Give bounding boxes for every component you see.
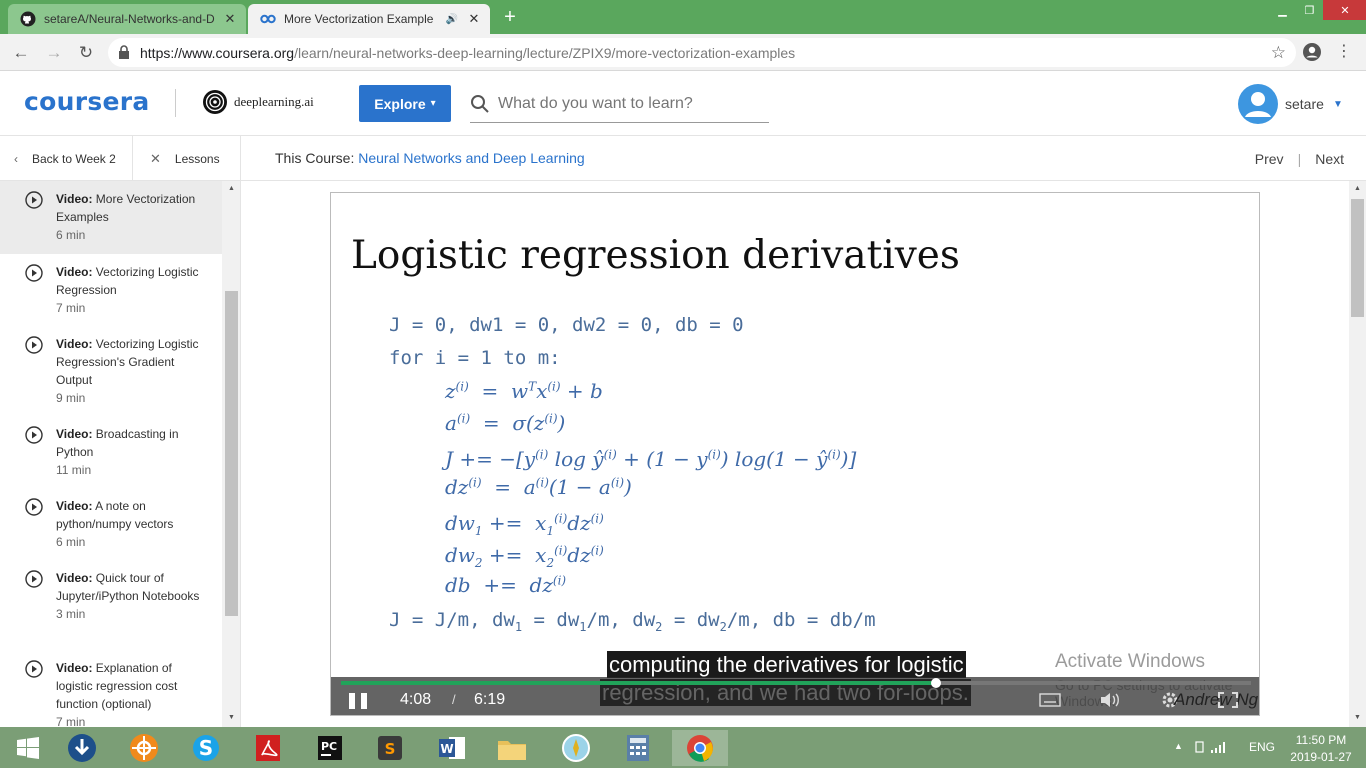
play-circle-icon [25,498,43,516]
lessons-label: Lessons [174,151,220,166]
sidebar-scroll-thumb[interactable] [225,291,238,616]
lesson-title: Broadcasting in Python [56,427,179,459]
close-tab-icon[interactable]: ✕ [468,11,480,26]
taskbar-app-chrome[interactable] [672,730,728,766]
taskbar-app-sublime[interactable] [362,730,418,766]
tab-title: More Vectorization Example [284,12,434,26]
user-menu-caret-icon[interactable]: ▼ [1333,99,1343,110]
site-header [0,71,1366,136]
url-path: /learn/neural-networks-deep-learning/lecture/ZPIX9/more-vectorization-examples [294,44,796,61]
url-bar[interactable] [108,38,1296,67]
lessons-toggle-button[interactable] [134,136,241,181]
lesson-title: Explanation of logistic regression cost function (optional) [56,661,178,711]
taskbar-app-calculator[interactable] [610,730,666,766]
lesson-type: Video: [56,265,93,279]
lesson-type: Video: [56,499,93,513]
slide-line-final: J = J/m, $dw_1 = dw_1/m$, $dw_2 = dw_2/m$, db = db/m [389,609,876,634]
taskbar-app-compass[interactable] [548,730,604,766]
volume-icon[interactable] [1099,691,1121,709]
url-host: https://www.coursera.org [140,44,295,61]
slide-eq-z: $z^{(i)} = w^Tx^{(i)} + b$ [445,379,603,403]
lesson-duration: 7 min [56,715,86,727]
lesson-duration: 7 min [56,301,86,315]
taskbar-app-word[interactable] [424,730,480,766]
account-icon[interactable] [1302,42,1322,62]
slide-line-init: J = 0, dw1 = 0, dw2 = 0, db = 0 [389,314,744,336]
explore-label: Explore [374,95,426,112]
course-nav-bar [0,136,1366,181]
search-icon [470,94,490,114]
lesson-item[interactable] [0,326,222,416]
chrome-icon [685,733,715,763]
taskbar-app-skype[interactable] [178,730,234,766]
tab-coursera-video[interactable] [248,4,490,34]
scroll-up-icon[interactable]: ▲ [1354,185,1361,192]
deeplearning-logo[interactable] [202,89,314,115]
github-icon [20,11,36,27]
lesson-duration: 3 min [56,607,86,621]
lesson-title: More Vectorization Examples [56,192,196,224]
slide-eq-j: $J += -[y^{(i)}$ $\log ŷ^{(i)} + (1 - y^{(i)}) \log(1$ − $ŷ^{(i)}$)] [445,447,857,471]
lesson-type: Video: [56,427,93,441]
page-scroll-thumb[interactable] [1351,199,1364,317]
lesson-item[interactable] [0,560,222,650]
calculator-icon [624,733,652,763]
lesson-duration: 11 min [56,463,92,477]
lesson-item[interactable] [0,488,222,560]
window-controls [1269,0,1366,22]
nav-divider: | [1297,151,1302,167]
taskbar-app-explorer[interactable] [484,730,540,766]
slide-eq-a: $a^{(i)} = \sigma(z^{(i)})$ [445,411,566,435]
prev-next-nav [1255,151,1344,167]
taskbar-app-acrobat[interactable] [240,730,296,766]
progress-fill [341,681,936,685]
progress-scrubber[interactable] [931,678,941,688]
lesson-item[interactable] [0,416,222,488]
pause-button[interactable] [349,693,367,709]
taskbar-app-pycharm[interactable] [302,730,358,766]
play-circle-icon [25,191,43,209]
search-input[interactable] [498,95,758,113]
word-icon [437,733,467,763]
total-time: 6:19 [474,691,506,708]
slide-eq-db: db += $dz^{(i)}$ [445,573,567,597]
page-scrollbar[interactable] [1349,181,1366,727]
minimize-icon[interactable]: ▁ [1278,4,1287,17]
search-box [470,85,769,123]
bookmark-star-icon[interactable]: ☆ [1270,43,1286,62]
lesson-type: Video: [56,661,93,675]
compass-icon [561,733,591,763]
system-clock[interactable] [1286,732,1356,766]
deeplearning-icon [202,89,228,115]
back-arrow-icon[interactable]: ← [12,43,30,62]
lock-icon [118,45,132,61]
course-prefix: This Course: [275,150,355,166]
slide-eq-dw1: $dw_1 += x_1^{(i)}dz^{(i)}$ [445,511,604,538]
play-circle-icon [25,570,43,588]
scroll-down-icon[interactable]: ▼ [1354,714,1361,721]
audio-playing-icon[interactable]: 🔊 [445,13,458,25]
clock-date: 2019-01-27 [1290,750,1352,764]
taskbar-app-helm[interactable] [116,730,172,766]
clock-time: 11:50 PM [1295,733,1347,747]
next-link[interactable]: Next [1315,151,1344,167]
restore-icon[interactable]: ❐ [1304,4,1315,17]
activate-windows-watermark: Activate Windows [1055,651,1205,672]
username[interactable]: setare [1285,96,1324,112]
start-button[interactable] [0,730,56,766]
scroll-down-icon[interactable]: ▼ [228,714,235,721]
network-signal-icon[interactable] [1195,740,1229,757]
download-icon [67,733,97,763]
fullscreen-icon[interactable] [1217,691,1239,709]
new-tab-icon[interactable]: + [504,6,516,28]
lesson-duration: 9 min [56,391,86,405]
tray-expand-icon[interactable]: ▲ [1174,741,1183,751]
address-bar-row [0,34,1366,71]
lesson-title: Vectorizing Logistic Regression [56,265,199,297]
lesson-item[interactable] [0,254,222,326]
browser-menu-icon[interactable]: ⋮ [1336,43,1352,60]
play-circle-icon [25,336,43,354]
back-to-week-button[interactable] [0,136,133,181]
lesson-type: Video: [56,337,93,351]
back-label: Back to Week 2 [32,151,116,166]
sidebar-scrollbar[interactable] [222,181,241,727]
reload-icon[interactable]: ↻ [78,43,94,62]
slide-eq-dw2: $dw_2 += x_2^{(i)}dz^{(i)}$ [445,543,604,570]
coursera-icon [260,11,276,27]
captions-icon[interactable] [1039,691,1061,709]
avatar[interactable] [1238,84,1278,124]
time-separator: / [452,692,456,707]
current-time: 4:08 [400,691,432,708]
video-player[interactable] [330,192,1260,716]
taskbar-app-downloader[interactable] [54,730,110,766]
slide-line-for: for i = 1 to m: [389,347,561,369]
folder-icon [496,733,528,763]
lesson-type: Video: [56,192,93,206]
forward-arrow-icon[interactable]: → [45,43,63,62]
svg-text:S: S [384,740,396,758]
skype-icon [191,733,221,763]
pdf-icon [253,733,283,763]
caption-line-1: computing the derivatives for logistic [609,652,964,677]
course-breadcrumb [275,150,585,166]
lesson-title: Quick tour of Jupyter/iPython Notebooks [56,571,200,603]
lesson-item[interactable] [0,181,222,254]
close-window-icon[interactable]: ✕ [1323,0,1366,20]
partner-name: deeplearning.ai [234,94,314,109]
play-circle-icon [25,426,43,444]
author-watermark: Andrew Ng [1174,690,1259,709]
lesson-title: Vectorizing Logistic Regression's Gradient Output [56,337,199,387]
slide-eq-dz: $dz^{(i)} = a^{(i)}(1 - a^{(i)})$ [445,475,632,499]
lesson-title: A note on python/numpy vectors [56,499,174,531]
tab-title: setareA/Neural-Networks-and-D [44,12,215,26]
lesson-type: Video: [56,571,93,585]
windows-taskbar [0,727,1366,768]
scroll-up-icon[interactable]: ▲ [228,185,235,192]
windows-logo-icon [16,736,40,760]
header-divider [175,89,176,117]
course-link[interactable]: Neural Networks and Deep Learning [358,150,585,166]
slide-final-prefix: J = J/m, dw [389,609,515,631]
play-circle-icon [25,660,43,678]
user-icon [1238,84,1278,124]
close-icon: ✕ [150,150,161,166]
sublime-icon [375,733,405,763]
lesson-duration: 6 min [56,228,86,242]
tab-github[interactable] [8,4,246,34]
lesson-duration: 6 min [56,535,86,549]
helm-icon [129,733,159,763]
play-circle-icon [25,264,43,282]
pycharm-icon [315,733,345,763]
svg-text:S: S [198,736,214,760]
slide-title: Logistic regression derivatives [351,233,960,278]
explore-button[interactable] [359,85,451,122]
svg-text:W: W [440,742,454,756]
language-indicator[interactable]: ENG [1249,740,1276,754]
lesson-sidebar [0,181,241,727]
coursera-logo[interactable]: coursera [24,87,150,116]
chevron-down-icon: ▾ [430,98,436,109]
chevron-left-icon: ‹ [14,151,18,166]
lesson-item[interactable] [0,650,222,727]
svg-text:PC: PC [321,740,338,753]
browser-tab-bar [0,0,1366,34]
close-tab-icon[interactable]: ✕ [224,11,236,26]
prev-link[interactable]: Prev [1254,151,1284,167]
